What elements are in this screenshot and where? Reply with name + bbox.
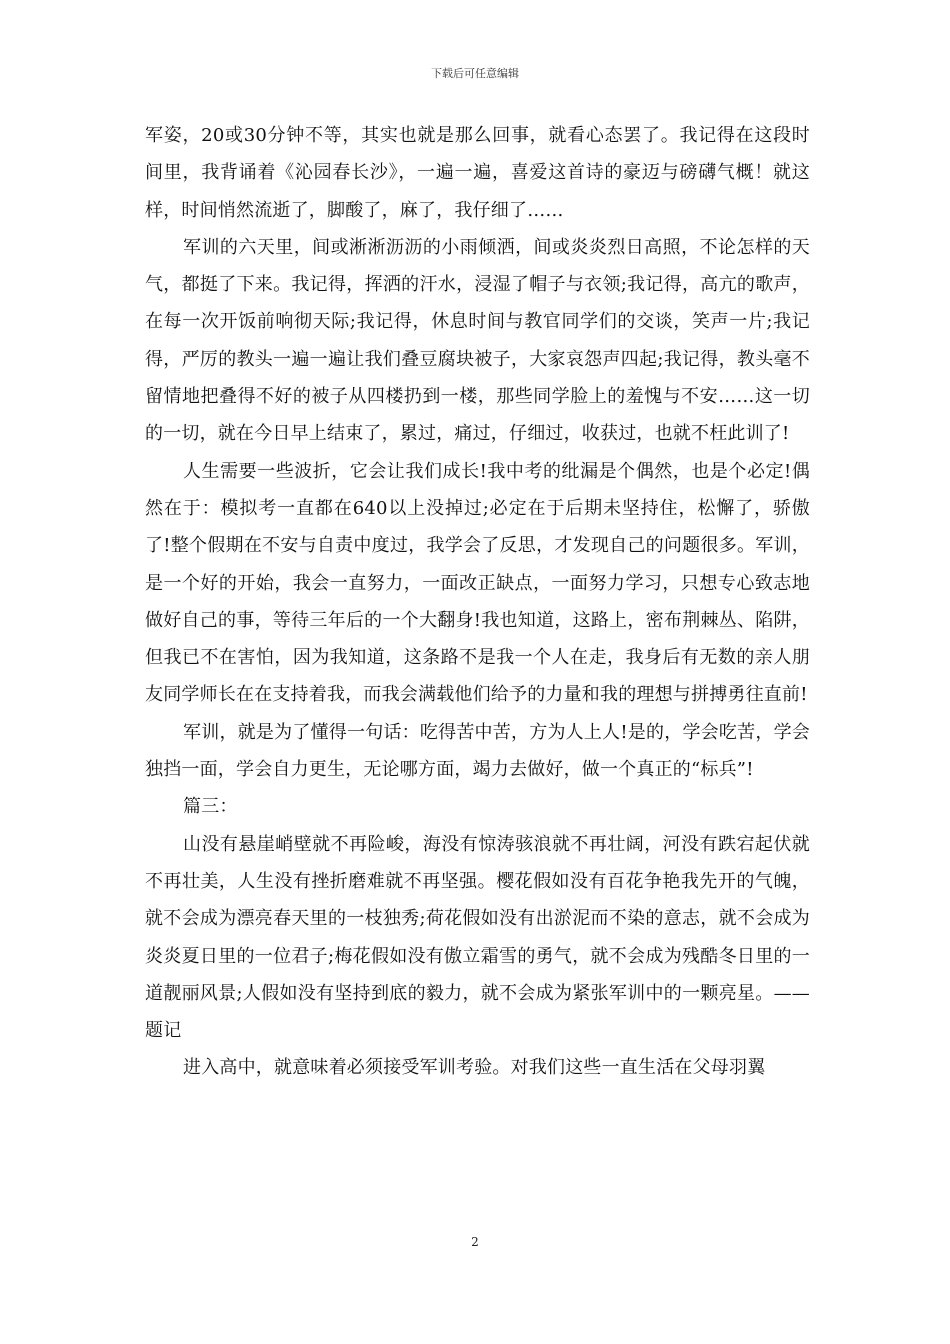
page-header: 下载后可任意编辑 <box>431 67 519 80</box>
document-body <box>145 117 810 1087</box>
paragraph: 山没有悬崖峭壁就不再险峻，海没有惊涛骇浪就不再壮阔，河没有跌宕起伏就不再壮美，人生没有挫折磨难就不再坚强。樱花假如没有百花争艳我先开的气魄，就不会成为漂亮春天里的一枝独秀;荷花假如没有出淤泥而不染的意志，就不会成为炎炎夏日里的一位君子;梅花假如没有傲立霜雪的勇气，就不会成为残酷冬日里的一道靓丽风景;人假如没有坚持到底的毅力，就不会成为紧张军训中的一颗亮星。——题记 <box>145 833 810 1042</box>
section-heading: 篇三： <box>183 796 238 818</box>
paragraph: 军训的六天里，间或淅淅沥沥的小雨倾洒，间或炎炎烈日高照，不论怎样的天气，都挺了下来。我记得，挥洒的汗水，浸湿了帽子与衣领;我记得，高亢的歌声，在每一次开饭前响彻天际;我记得，休息时间与教官同学们的交谈，笑声一片;我记得，严厉的教头一遍一遍让我们叠豆腐块被子，大家哀怨声四起;我记得，教头毫不留情地把叠得不好的被子从四楼扔到一楼，那些同学脸上的羞愧与不安……这一切的一切，就在今日早上结束了，累过，痛过，仔细过，收获过，也就不枉此训了! <box>145 236 810 445</box>
paragraph: 进入高中，就意味着必须接受军训考验。对我们这些一直生活在父母羽翼 <box>183 1057 766 1079</box>
paragraph: 人生需要一些波折，它会让我们成长!我中考的纰漏是个偶然，也是个必定!偶然在于：模拟考一直都在640以上没掉过;必定在于后期未坚持住，松懈了，骄傲了!整个假期在不安与自责中度过，我学会了反思，才发现自己的问题很多。军训，是一个好的开始，我会一直努力，一面改正缺点，一面努力学习，只想专心致志地做好自己的事，等待三年后的一个大翻身!我也知道，这路上，密布荆棘丛、陷阱，但我已不在害怕，因为我知道，这条路不是我一个人在走，我身后有无数的亲人朋友同学师长在在支持着我，而我会满载他们给予的力量和我的理想与拼搏勇往直前! <box>145 460 810 706</box>
paragraph-continuation: 军姿，20或30分钟不等，其实也就是那么回事，就看心态罢了。我记得在这段时间里，我背诵着《沁园春长沙》，一遍一遍，喜爱这首诗的豪迈与磅礴气概！就这样，时间悄然流逝了，脚酸了，麻了，我仔细了…… <box>145 125 810 221</box>
page-number: 2 <box>471 1235 479 1249</box>
paragraph: 军训，就是为了懂得一句话：吃得苦中苦，方为人上人!是的，学会吃苦，学会独挡一面，学会自力更生，无论哪方面，竭力去做好，做一个真正的“标兵”! <box>145 721 810 781</box>
